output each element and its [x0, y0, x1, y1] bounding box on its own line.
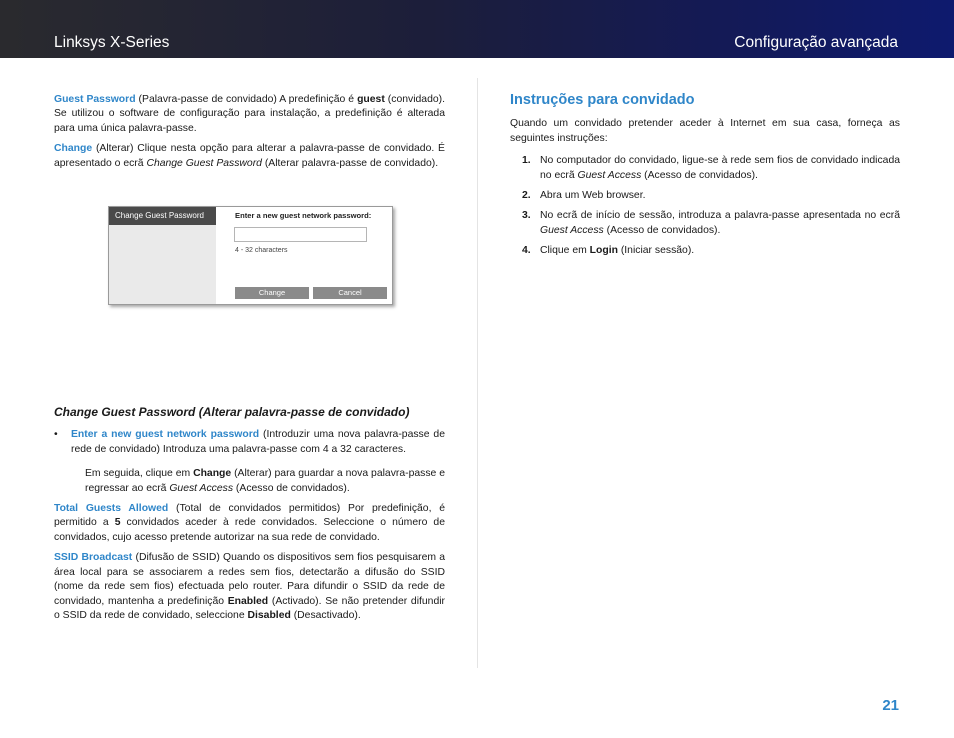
- total-guests-term: Total Guests Allowed: [54, 503, 169, 515]
- guest-password-term: Guest Password: [54, 94, 136, 105]
- list-item: 3. No ecrã de início de sessão, introduza a palavra-passe apresentada no ecrã Guest Access (Acesso de convidados).: [522, 210, 900, 236]
- list-item: 4. Clique em Login (Iniciar sessão).: [522, 245, 695, 257]
- page-number: 21: [882, 697, 899, 714]
- screenshot-hint: 4 - 32 characters: [235, 247, 288, 254]
- ssid-broadcast-paragraph: SSID Broadcast (Difusão de SSID) Quando os dispositivos sem fios pesquisarem a área local para se associarem a redes sem fios, detectarão a difusão do SSID (nome da rede sem fios) efectuada pelo router. Para difundir o SSID da rede de convidado, mantenha a predefinição Enabled (Activado). Se não pretender difundir o SSID da rede de convidado, seleccione Disabled (Desactivado).: [54, 552, 445, 621]
- guest-password-paragraph: Guest Password (Palavra-passe de convidado) A predefinição é guest (convidado). Se utilizou o software de configuração para instalação, a predefinição é alterada para uma única palavra-passe.: [54, 94, 445, 134]
- screenshot-cancel-button: Cancel: [313, 287, 387, 299]
- instructions-heading: Instruções para convidado: [510, 92, 695, 108]
- change-instruction: Em seguida, clique em Change (Alterar) para guardar a nova palavra-passe e regressar ao ecrã Guest Access (Acesso de convidados).: [85, 468, 445, 494]
- list-item: • Enter a new guest network password (Introduzir uma nova palavra-passe de rede de convidado) Introduza uma palavra-passe com 4 a 32 caracteres.: [54, 428, 445, 457]
- instructions-list: [510, 154, 900, 258]
- screenshot-caption: Change Guest Password (Alterar palavra-passe de convidado): [54, 405, 410, 420]
- change-guest-password-screenshot: [108, 206, 393, 305]
- screenshot-change-button: Change: [235, 287, 309, 299]
- screenshot-password-field: [234, 227, 367, 242]
- left-column: [54, 93, 445, 629]
- bullet-dot: •: [54, 429, 58, 441]
- page-header: [0, 0, 954, 58]
- right-column: [510, 93, 900, 265]
- enter-password-term: Enter a new guest network password: [71, 429, 260, 441]
- list-item: 1. No computador do convidado, ligue-se à rede sem fios de convidado indicada no ecrã Guest Access (Acesso de convidados).: [522, 155, 900, 181]
- screenshot-prompt: Enter a new guest network password:: [235, 211, 372, 220]
- screenshot-sidebar-title: Change Guest Password: [109, 207, 216, 225]
- column-divider: [477, 78, 478, 668]
- product-name: Linksys X-Series: [54, 34, 170, 51]
- ssid-broadcast-term: SSID Broadcast: [54, 552, 133, 564]
- section-title: Configuração avançada: [734, 34, 898, 51]
- total-guests-paragraph: Total Guests Allowed (Total de convidados permitidos) Por predefinição, é permitido a 5 convidados aceder à rede convidados. Seleccione o número de convidados, cujo acesso pretende autorizar na sua rede de convidado.: [54, 503, 446, 543]
- change-paragraph: Change (Alterar) Clique nesta opção para alterar a palavra-passe de convidado. É apresentado o ecrã Change Guest Password (Alterar palavra-passe de convidado).: [54, 143, 445, 169]
- change-term: Change: [54, 143, 93, 155]
- list-item: 2. Abra um Web browser.: [522, 190, 646, 202]
- instructions-intro: Quando um convidado pretender aceder à Internet em sua casa, forneça as seguintes instruções:: [510, 118, 900, 144]
